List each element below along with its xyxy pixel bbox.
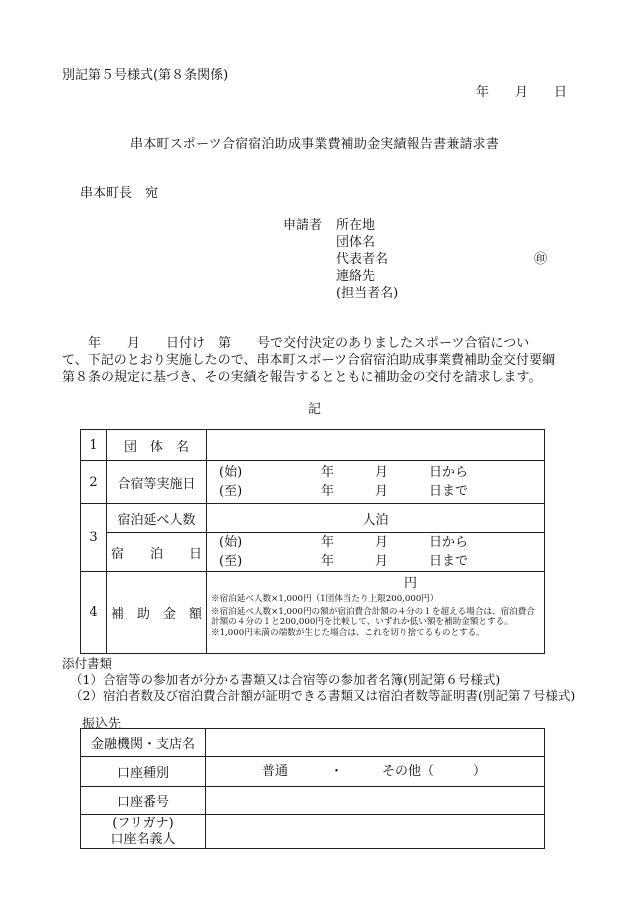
table-row bbox=[81, 504, 545, 533]
year-label: 年 bbox=[321, 484, 335, 499]
table-row bbox=[81, 430, 545, 461]
row-number: 4 bbox=[81, 572, 107, 654]
bank-section-title: 振込先 bbox=[82, 717, 122, 732]
applicant-label: 申請者 bbox=[283, 218, 323, 233]
month-label: 月 bbox=[375, 465, 389, 480]
applicant-group-label: 団体名 bbox=[336, 235, 376, 250]
seal-mark: ㊞ bbox=[534, 252, 548, 267]
table-row bbox=[81, 815, 545, 849]
end-label: (至) bbox=[219, 484, 243, 499]
year-label: 年 bbox=[321, 465, 335, 480]
account-type-ordinary[interactable]: 普通 bbox=[262, 764, 289, 779]
form-number: 別記第５号様式(第８条関係) bbox=[62, 68, 229, 83]
account-type-label: 口座種別 bbox=[81, 757, 206, 787]
yen-unit: 円 bbox=[403, 576, 417, 591]
row-number: 3 bbox=[81, 504, 107, 572]
account-number-value[interactable] bbox=[206, 787, 545, 815]
bank-institution-value[interactable] bbox=[206, 729, 545, 757]
date-day-label: 日 bbox=[554, 85, 568, 100]
subsidy-amount-label: 補 助 金 額 bbox=[107, 572, 207, 654]
date-year-label: 年 bbox=[476, 85, 490, 100]
date-month-label: 月 bbox=[515, 85, 529, 100]
row-number: 2 bbox=[81, 461, 107, 504]
body-line-3: 第８条の規定に基づき、その実績を報告するとともに補助金の交付を請求します。 bbox=[62, 370, 542, 385]
from-label: 日から bbox=[429, 465, 469, 480]
month-label: 月 bbox=[375, 535, 389, 550]
attachment-item-2: （2）宿泊者数及び宿泊費合計額が証明できる書類又は宿泊者数等証明書(別記第７号様式) bbox=[70, 688, 576, 703]
from-label: 日から bbox=[429, 535, 469, 550]
table-row bbox=[81, 572, 545, 654]
subsidy-amount-value[interactable] bbox=[207, 572, 545, 654]
addressee: 串本町長 宛 bbox=[80, 186, 159, 201]
applicant-person-label: (担当者名) bbox=[336, 286, 399, 301]
applicant-address-label: 所在地 bbox=[336, 218, 376, 233]
table-row bbox=[81, 461, 545, 504]
applicant-contact-label: 連絡先 bbox=[336, 269, 376, 284]
document-title: 串本町スポーツ合宿宿泊助成事業費補助金実績報告書兼請求書 bbox=[130, 137, 500, 152]
holder-label: 口座名義人 bbox=[110, 831, 176, 847]
table-row bbox=[81, 533, 545, 572]
total-nights-label: 宿泊延べ人数 bbox=[107, 504, 207, 533]
group-name-value[interactable] bbox=[207, 430, 545, 461]
row-number: 1 bbox=[81, 430, 107, 461]
end-label: (至) bbox=[219, 554, 243, 569]
table-row bbox=[81, 787, 545, 815]
attachments-title: 添付書類 bbox=[62, 656, 113, 671]
body-line-2: て、下記のとおり実施したので、串本町スポーツ合宿宿泊助成事業費補助金交付要綱 bbox=[62, 353, 555, 368]
bank-table bbox=[80, 728, 545, 849]
account-type-value[interactable] bbox=[206, 757, 545, 787]
camp-dates-label: 合宿等実施日 bbox=[107, 461, 207, 504]
to-label: 日まで bbox=[429, 554, 469, 569]
ki-heading: 記 bbox=[308, 402, 322, 417]
subsidy-note-3: ※1,000円未満の端数が生じた場合は、これを切り捨てるものとする。 bbox=[211, 627, 485, 638]
start-label: (始) bbox=[219, 535, 243, 550]
furigana-label: (フリガナ) bbox=[112, 815, 174, 831]
account-number-label: 口座番号 bbox=[81, 787, 206, 815]
month-label: 月 bbox=[375, 484, 389, 499]
year-label: 年 bbox=[321, 554, 335, 569]
account-type-separator: ・ bbox=[330, 764, 344, 779]
stay-dates-label: 宿 泊 日 bbox=[107, 533, 207, 572]
details-table bbox=[80, 429, 545, 654]
stay-dates-value[interactable] bbox=[207, 533, 545, 572]
bank-institution-label: 金融機関・支店名 bbox=[81, 729, 206, 757]
group-name-label: 団 体 名 bbox=[107, 430, 207, 461]
body-line-1: 年 月 日付け 第 号で交付決定のありましたスポーツ合宿につい bbox=[62, 336, 530, 351]
table-row bbox=[81, 757, 545, 787]
account-holder-label bbox=[81, 815, 206, 849]
total-nights-value[interactable]: 人泊 bbox=[207, 504, 545, 533]
applicant-representative-label: 代表者名 bbox=[336, 252, 389, 267]
camp-dates-value[interactable] bbox=[207, 461, 545, 504]
to-label: 日まで bbox=[429, 484, 469, 499]
month-label: 月 bbox=[375, 554, 389, 569]
subsidy-note-2: ※宿泊延べ人数×1,000円の額が宿泊費合計額の４分の１を超える場合は、宿泊費合計額の４分の１と200,000円を比較して、いずれか低い額を補助金額とする。 bbox=[211, 606, 535, 628]
subsidy-note-1: ※宿泊延べ人数×1,000円（1団体当たり上限200,000円） bbox=[211, 594, 439, 604]
year-label: 年 bbox=[321, 535, 335, 550]
attachment-item-1: （1）合宿等の参加者が分かる書類又は合宿等の参加者名簿(別記第６号様式) bbox=[70, 672, 501, 687]
account-holder-value[interactable] bbox=[206, 815, 545, 849]
table-row bbox=[81, 729, 545, 757]
start-label: (始) bbox=[219, 465, 243, 480]
account-type-other[interactable]: その他（ ） bbox=[382, 764, 487, 779]
